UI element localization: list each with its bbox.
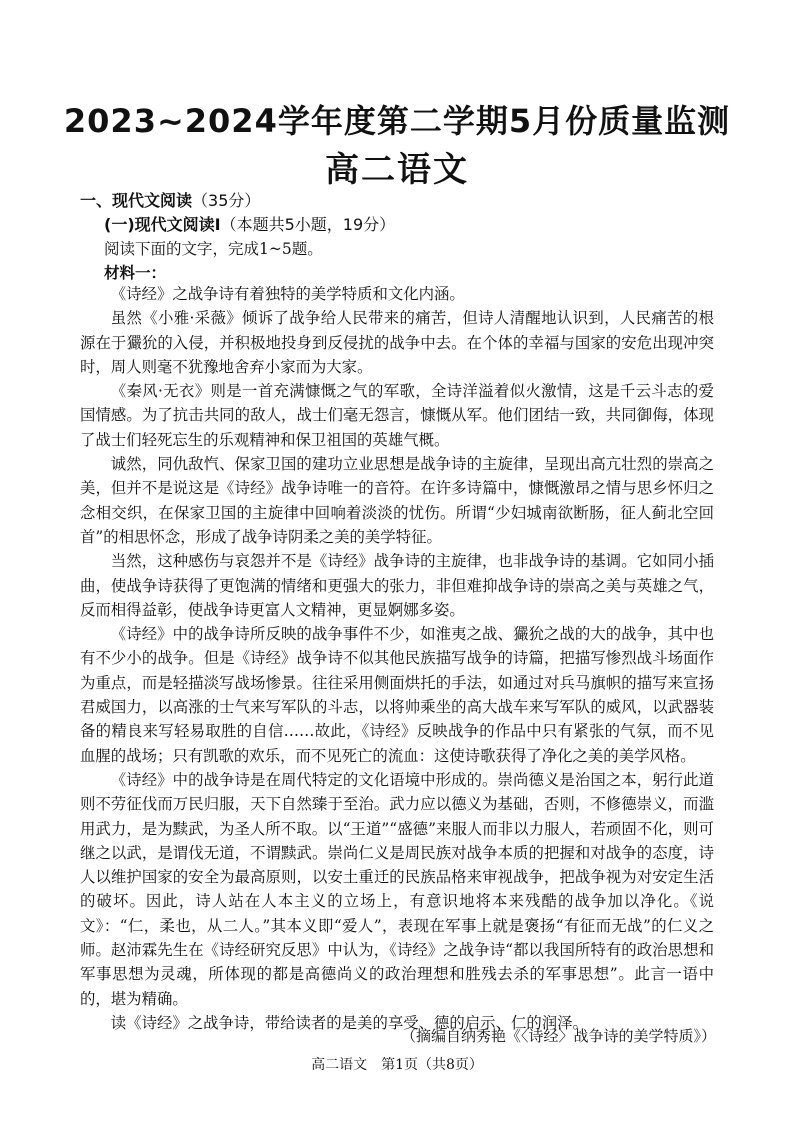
source-citation: （摘编自纳秀艳《〈诗经〉战争诗的美学特质》） [400,1027,716,1045]
exam-title: 2023~2024学年度第二学期5月份质量监测 [63,102,731,140]
page-footer: 高二语文 第1页（共8页） [311,1057,483,1073]
passage-paragraph: 虽然《小雅·采薇》倾诉了战争给人民带来的痛苦，但诗人清醒地认识到，人民痛苦的根源在于玁狁的入侵，并积极地投身到反侵扰的战争中去。在个体的幸福与国家的安危出现冲突时，周人则毫不犹豫地舍弃小家而为大家。 [80,309,714,376]
passage-paragraph: 《诗经》中的战争诗是在周代特定的文化语境中形成的。崇尚德义是治国之本，躬行此道则不劳征伐而万民归服，天下自然臻于至治。武力应以德义为基础，否则，不修德崇义，而滥用武力，是为黩武，为圣人所不取。以“王道”“盛德”来服人而非以力服人，若顽固不化，则可继之以武，是谓伐无道，不谓黩武。崇尚仁义是周民族对战争本质的把握和对战争的态度，诗人以维护国家的安全为最高原则，以安土重迁的民族品格来审视战争，把战争视为对安定生活的破坏。因此，诗人站在人本主义的立场上，有意识地将本来残酷的战争加以净化。《说文》：“仁，柔也，从二人。”其本义即“爱人”，表现在军事上就是褒扬“有征而无战”的仁义之师。赵沛霖先生在《诗经研究反思》中认为，《诗经》之战争诗“都以我国所特有的政治思想和军事思想为灵魂，所体现的都是高德尚义的政治理想和胜残去杀的军事思想”。此言一语中的，堪为精确。 [80,770,714,1008]
section-points: （35分） [192,191,261,210]
reading-instruction: 阅读下面的文字，完成1~5题。 [104,240,323,258]
passage-paragraph: 《诗经》中的战争诗所反映的战争事件不少，如淮夷之战、玁狁之战的大的战争，其中也有不少小的战争。但是《诗经》战争诗不似其他民族描写战争的诗篇，把描写惨烈战斗场面作为重点，而是轻描淡写战场惨景。往往采用侧面烘托的手法，如通过对兵马旗帜的描写来宣扬君威国力，以高涨的士气来写军队的斗志，以将帅乘坐的高大战车来写军队的威风，以武器装备的精良来写轻易取胜的自信……故此，《诗经》反映战争的作品中只有紧张的气氛，而不见血腥的战场；只有凯歌的欢乐，而不见死亡的流血：这使诗歌获得了净化之美的美学风格。 [80,625,714,765]
subsection-label: (一)现代文阅读Ⅰ [104,215,221,234]
passage-paragraph: 诚然，同仇敌忾、保家卫国的建功立业思想是战争诗的主旋律，呈现出高亢壮烈的崇高之美，但并不是说这是《诗经》战争诗唯一的音符。在许多诗篇中，慷慨激昂之情与思乡怀归之念相交织，在保家卫国的主旋律中回响着淡淡的忧伤。所谓“少妇城南欲断肠，征人蓟北空回首”的相思怀念，形成了战争诗阴柔之美的美学特征。 [80,455,714,546]
passage-paragraph: 当然，这种感伤与哀怨并不是《诗经》战争诗的主旋律，也非战争诗的基调。它如同小插曲，使战争诗获得了更饱满的情绪和更强大的张力，非但难抑战争诗的崇高之美与英雄之气，反而相得益彰，使战争诗更富人文精神，更显婀娜多姿。 [80,552,714,619]
subsection-note: （本题共5小题，19分） [220,215,396,234]
passage-paragraph: 《诗经》之战争诗有着独特的美学特质和文化内涵。 [110,285,465,303]
subsection-heading [104,212,395,235]
passage-body [80,282,714,1035]
section-heading [80,188,260,211]
passage-paragraph: 读《诗经》之战争诗，带给读者的是美的享受、德的启示、仁的润泽。 [110,1013,588,1032]
section-heading-label: 一、现代文阅读 [80,191,193,210]
subject-title: 高二语文 [325,150,469,190]
material-label: 材料一： [104,264,167,282]
passage-paragraph: 《秦风·无衣》则是一首充满慷慨之气的军歌，全诗洋溢着似火激情，这是千云斗志的爱国情感。为了抗击共同的敌人，战士们毫无怨言，慷慨从军。他们团结一致，共同御侮，体现了战士们轻死忘生的乐观精神和保卫祖国的英雄气概。 [80,382,714,449]
